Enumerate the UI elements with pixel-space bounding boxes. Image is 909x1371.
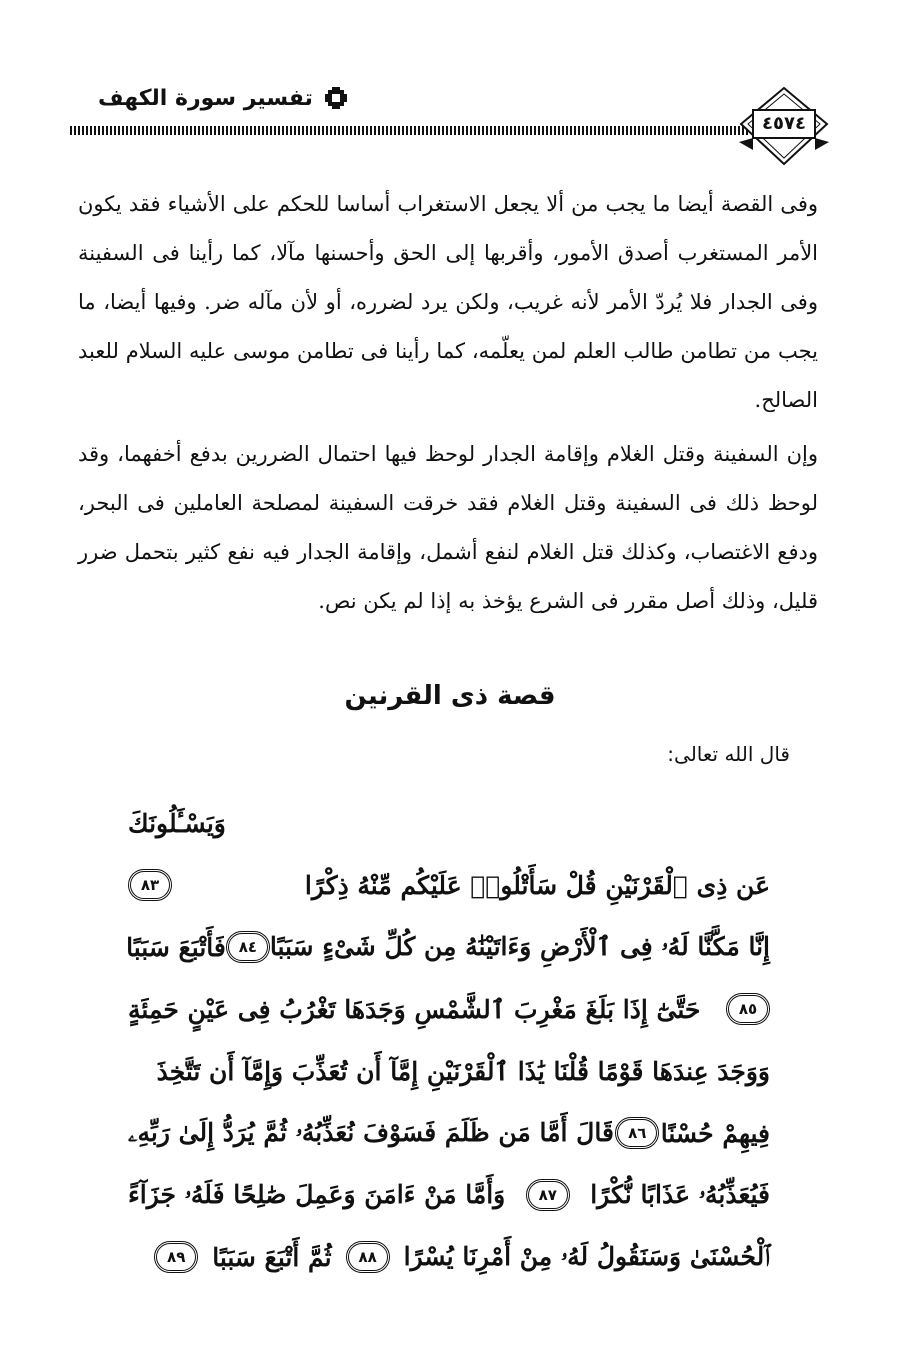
verse-intro: قال الله تعالى: <box>667 742 790 766</box>
paragraph-2: وإن السفينة وقتل الغلام وإقامة الجدار لوحظ فيها احتمال الضررين بدفع أخفهما، وقد لوحظ ذلك فى السفينة وقتل الغلام فقد خرقت السفينة لمصلحة العاملين فى البحر، ودفع الاغتصاب، وكذلك قتل الغلام لنفع أشمل، وإقامة الجدار فيه نفع كثير بتحمل ضرر قليل، وذلك أصل مقرر فى الشرع يؤخذ به إذا لم يكن نص. <box>78 442 818 613</box>
verse-text: وَأَمَّا مَنْ ءَامَنَ وَعَمِلَ صَٰلِحًا فَلَهُۥ جَزَآءً <box>128 1180 506 1209</box>
paragraph-1: وفى القصة أيضا ما يجب من ألا يجعل الاستغراب أساسا للحكم على الأشياء فقد يكون الأمر المستغرب أصدق الأمور، وأقربها إلى الحق وأحسنها مآلا، كما رأينا فى السفينة وفى الجدار فلا يُردّ الأمر لأنه غريب، ولكن يرد لضرره، أو لأن مآله ضر. وفيها أيضا، ما يجب من تطامن طالب العلم لمن يعلّمه، كما رأينا فى تطامن موسى عليه السلام للعبد الصالح. <box>78 192 818 412</box>
running-title: تفسير سورة الكهف <box>98 85 313 111</box>
verse-text: فِيهِمْ حُسْنًا <box>660 1118 770 1148</box>
ayah-number-marker: ٨٩ <box>154 1241 198 1273</box>
verse-line <box>128 1226 770 1288</box>
verse-line <box>128 792 770 854</box>
ayah-number-marker: ٨٨ <box>346 1241 390 1273</box>
running-header <box>98 78 358 118</box>
verse-line <box>128 1102 770 1164</box>
verse-text: حَتَّىٰٓ إِذَا بَلَغَ مَغْرِبَ ٱلشَّمْسِ وَجَدَهَا تَغْرُبُ فِى عَيْنٍ حَمِئَةٍ <box>128 994 701 1024</box>
verse-line <box>128 1164 770 1226</box>
verse-text: وَوَجَدَ عِندَهَا قَوْمًا قُلْنَا يَٰذَا ٱلْقَرْنَيْنِ إِمَّآ أَن تُعَذِّبَ وَإِمَّآ أَن تَتَّخِذَ <box>156 1056 770 1086</box>
page-number-badge <box>735 84 833 168</box>
ornament-icon <box>325 87 347 109</box>
ayah-number-marker: ٨٥ <box>726 993 770 1025</box>
ayah-number-marker: ٨٦ <box>615 1117 659 1149</box>
verse-text: فَيُعَذِّبُهُۥ عَذَابًا نُّكْرًا <box>590 1180 770 1209</box>
section-heading: قصة ذى القرنين <box>344 681 556 711</box>
verse-line <box>128 978 770 1040</box>
ayah-number-marker: ٨٣ <box>128 869 172 901</box>
verse-text: قَالَ أَمَّا مَن ظَلَمَ فَسَوْفَ نُعَذِّبُهُۥ ثُمَّ يُرَدُّ إِلَىٰ رَبِّهِۦ <box>128 1118 614 1147</box>
verse-text: عَن ذِى ٱلْقَرْنَيْنِ قُلْ سَأَتْلُوا۟ عَلَيْكُم مِّنْهُ ذِكْرًا <box>304 870 770 900</box>
verse-text: وَيَسْـَٔلُونَكَ <box>128 808 226 838</box>
verse-text: إِنَّا مَكَّنَّا لَهُۥ فِى ٱلْأَرْضِ وَءَاتَيْنَٰهُ مِن كُلِّ شَىْءٍ سَبَبًا <box>269 932 770 961</box>
verse-line <box>128 1040 770 1102</box>
ayah-number-marker: ٨٧ <box>526 1179 570 1211</box>
header-divider <box>70 126 748 135</box>
quran-verses <box>128 792 770 1288</box>
verse-line <box>128 854 770 916</box>
verse-text: فَأَتْبَعَ سَبَبًا <box>126 932 226 962</box>
verse-line <box>128 916 770 978</box>
verse-text: ٱلْحُسْنَىٰ وَسَنَقُولُ لَهُۥ مِنْ أَمْرِنَا يُسْرًا <box>403 1242 770 1271</box>
page-number: ٤٥٧٤ <box>762 113 806 134</box>
ayah-number-marker: ٨٤ <box>226 931 270 963</box>
verse-text: ثُمَّ أَتْبَعَ سَبَبًا <box>212 1242 332 1272</box>
